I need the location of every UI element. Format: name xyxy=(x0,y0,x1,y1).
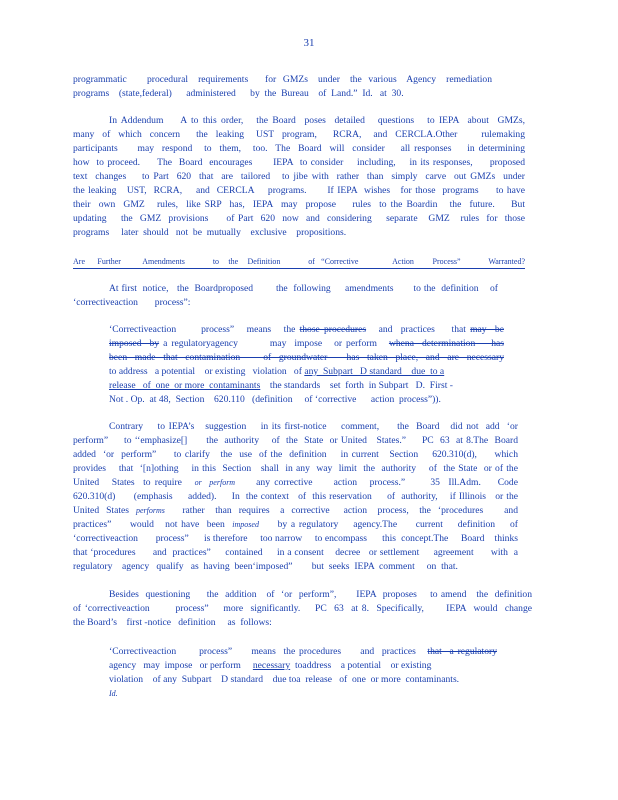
text-line: regulatory agency qualify as having been‘imposed” but seeks IEPA comment on that. xyxy=(73,561,458,572)
text-line: updating the GMZ provisions of Part 620 now and considering separate GMZ rules for those xyxy=(73,213,525,224)
block-quote-definition xyxy=(109,323,504,407)
quote-line: Not . Op. at 48, Section 620.110 (definition of ‘corrective action process”)). xyxy=(109,394,441,405)
quote-line: been made that contamination of groundwater has taken place, and are necessary xyxy=(109,352,504,363)
section-heading: Are Further Amendments to the Definition of “Corrective Action Process” Warranted? xyxy=(73,256,525,269)
text-line: that ‘procedures and practices” contained in a consent decree or settlement agreement with a xyxy=(73,547,518,558)
page-number: 31 xyxy=(303,37,315,49)
text-line: At first notice, the Boardproposed the following amendments to the definition of xyxy=(109,283,498,294)
text-line: how to proceed. The Board encourages IEPA to consider including, in its responses, proposed xyxy=(73,157,525,168)
text-line: added ‘or perform” to clarify the use of the definition in current Section 620.310(d), which xyxy=(73,449,518,460)
quote-line: agency may impose or perform necessary toaddress a potential or existing xyxy=(109,660,432,671)
text-line: programs (state,federal) administered by the Bureau of Land.” Id. at 30. xyxy=(73,88,404,99)
paragraph-besides xyxy=(73,588,532,630)
text-line: programs later should not be mutually exclusive propositions. xyxy=(73,227,347,238)
quote-line: imposed by a regulatoryagency may impose or perform whena determination has xyxy=(109,338,504,349)
text-line: the leaking UST, RCRA, and CERCLA programs. If IEPA wishes for those programs to have xyxy=(73,185,525,196)
block-quote-iepa-proposal xyxy=(109,645,497,701)
text-line: their own GMZ rules, like SRP has, IEPA may propose rules to the Boardin the future. But xyxy=(73,199,525,210)
text-line: United States to require or perform any corrective action process.” 35 Ill.Adm. Code xyxy=(73,477,518,488)
citation-id: Id. xyxy=(109,689,118,698)
text-line: ‘correctiveaction process”: xyxy=(73,297,191,308)
text-line: programmatic procedural requirements for GMZs under the various Agency remediation xyxy=(73,74,492,85)
paragraph-first-notice xyxy=(73,282,498,310)
quote-line: to address a potential or existing violation of any Subpart D standard due to a xyxy=(109,366,445,377)
text-line: In Addendum A to this order, the Board poses detailed questions to IEPA about GMZs, xyxy=(109,115,525,126)
text-line: provides that ‘[n]othing in this Section shall in any way limit the authority of the State or of the xyxy=(73,463,518,474)
text-line: Contrary to IEPA’s suggestion in its first-notice comment, the Board did not add ‘or xyxy=(109,421,518,432)
paragraph-addendum xyxy=(73,114,525,240)
paragraph-contrary xyxy=(73,420,518,574)
text-line: many of which concern the leaking UST program, RCRA, and CERCLA.Other rulemaking xyxy=(73,129,525,140)
quote-line: ‘Correctiveaction process” means the procedures and practices that a regulatory xyxy=(109,646,497,657)
text-line: of ‘correctiveaction process” more significantly. PC 63 at 8. Specifically, IEPA would change xyxy=(73,603,532,614)
text-line: practices” would not have been imposed by a regulatory agency.The current definition of xyxy=(73,519,518,530)
text-line: the Board’s first -notice definition as follows: xyxy=(73,617,272,628)
text-line: United States performs rather than requires a corrective action process, the ‘procedures and xyxy=(73,505,518,516)
text-line: participants may respond to them, too. The Board will consider all responses in determining xyxy=(73,143,525,154)
quote-line: release of one or more contaminants the standards set forth in Subpart D. First - xyxy=(109,380,453,391)
text-line: perform” to ‘‘emphasize[] the authority of the State or United States.” PC 63 at 8.The Board xyxy=(73,435,518,446)
text-line: ‘correctiveaction process” is therefore too narrow to encompass this concept.The Board thinks xyxy=(73,533,518,544)
text-line: text changes to Part 620 that are tailored to jibe with rather than simply carve out GMZs under xyxy=(73,171,525,182)
text-line: 620.310(d) (emphasis added). In the context of this reservation of authority, if Illinois or the xyxy=(73,491,518,502)
paragraph-continuation xyxy=(73,73,492,101)
quote-line: ‘Correctiveaction process” means the those procedures and practices that may be xyxy=(109,324,504,335)
text-line: Besides questioning the addition of ‘or perform”, IEPA proposes to amend the definition xyxy=(109,589,532,600)
quote-line: violation of any Subpart D standard due toa release of one or more contaminants. xyxy=(109,674,460,685)
